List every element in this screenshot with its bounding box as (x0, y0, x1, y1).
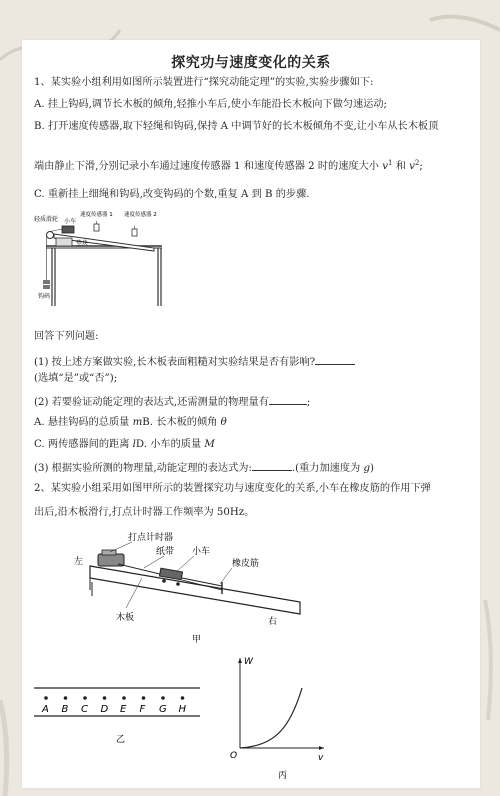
label-car: 小车 (64, 218, 77, 225)
figure-bing (220, 648, 330, 784)
caption-yi: 乙 (116, 735, 126, 745)
label-sensor2: 速度传感器 2 (124, 212, 157, 218)
tape-dot-C (83, 696, 87, 700)
tape-label-D: D (100, 704, 109, 715)
tape-label-G: G (159, 704, 167, 715)
option-c-d: C. 两传感器间的距离 lD. 小车的质量 M (34, 439, 215, 450)
label-timer: 打点计时器 (128, 533, 174, 543)
tape-dot-D (103, 696, 107, 700)
label-weight: 钩码 (38, 293, 51, 300)
label-right: 右 (268, 617, 278, 627)
tape-dot-G (161, 696, 165, 700)
option-a-b: A. 悬挂钩码的总质量 mB. 长木板的倾角 θ (34, 417, 227, 428)
answer-blank-3[interactable] (252, 460, 292, 471)
caption-bing: 丙 (278, 771, 288, 781)
label-tape: 纸带 (156, 547, 175, 557)
tape-label-H: H (178, 704, 187, 715)
tape-label-C: C (81, 704, 88, 715)
q1-sub1-hint: (选填“是”或“否”); (34, 373, 118, 384)
answer-prompt: 回答下列问题: (34, 331, 99, 342)
label-sensor1: 速度传感器 1 (80, 212, 113, 218)
tape-dot-E (122, 696, 126, 700)
q1-intro: 1、某实验小组利用如图所示装置进行“探究动能定理”的实验,实验步骤如下: (34, 77, 374, 88)
q1-step-c: C. 重新挂上细绳和钩码,改变钩码的个数,重复 A 到 B 的步骤. (34, 189, 310, 200)
axis-x-label: v (318, 753, 324, 763)
w-v-curve (240, 688, 302, 748)
label-rubber-band: 橡皮筋 (232, 559, 260, 569)
label-board: 木板 (116, 613, 135, 623)
page-title: 探究功与速度变化的关系 (171, 55, 331, 71)
label-left: 左 (74, 557, 84, 567)
apparatus-figure (32, 208, 172, 310)
tape-dot-B (64, 696, 68, 700)
worksheet-page (22, 40, 480, 788)
q1-step-b-line2: 端由静止下滑,分别记录小车通过速度传感器 1 和速度传感器 2 时的速度大小 $v^1$ 和 $v^2$; (34, 159, 423, 172)
tape-dot-H (181, 696, 185, 700)
q1-step-a: A. 挂上钩码,调节长木板的倾角,轻推小车后,使小车能沿长木板向下做匀速运动; (34, 99, 387, 110)
tape-label-E: E (120, 704, 127, 715)
tape-dot-A (44, 696, 48, 700)
q1-sub2: (2) 若要验证动能定理的表达式,还需测量的物理量有 ; (34, 394, 310, 410)
axis-y-label: W (244, 657, 253, 667)
label-pulley: 轻质滑轮 (34, 216, 59, 223)
figure-jia (72, 528, 312, 648)
q1-step-b-line1: B. 打开速度传感器,取下轻绳和钩码,保持 A 中调节好的长木板倾角不变,让小车从长木板顶 (34, 121, 439, 132)
label-block: 垫块 (76, 240, 89, 247)
figure-yi (30, 682, 210, 748)
answer-blank-1[interactable] (315, 354, 355, 365)
tape-label-F: F (139, 704, 146, 715)
axis-origin: O (230, 751, 238, 761)
q1-sub1: (1) 按上述方案做实验,长木板表面粗糙对实验结果是否有影响? (34, 354, 355, 370)
tape-label-A: A (42, 704, 49, 715)
q2-intro-line1: 2、某实验小组采用如图甲所示的装置探究功与速度变化的关系,小车在橡皮筋的作用下弹 (34, 483, 431, 494)
caption-jia: 甲 (192, 635, 202, 645)
answer-blank-2[interactable] (269, 394, 307, 405)
tape-dot-F (142, 696, 146, 700)
tape-label-B: B (61, 704, 69, 715)
q2-intro-line2: 出后,沿木板滑行,打点计时器工作频率为 50Hz。 (34, 507, 255, 518)
label-car: 小车 (192, 547, 211, 557)
q1-sub3: (3) 根据实验所测的物理量,动能定理的表达式为: .(重力加速度为 g) (34, 460, 374, 476)
